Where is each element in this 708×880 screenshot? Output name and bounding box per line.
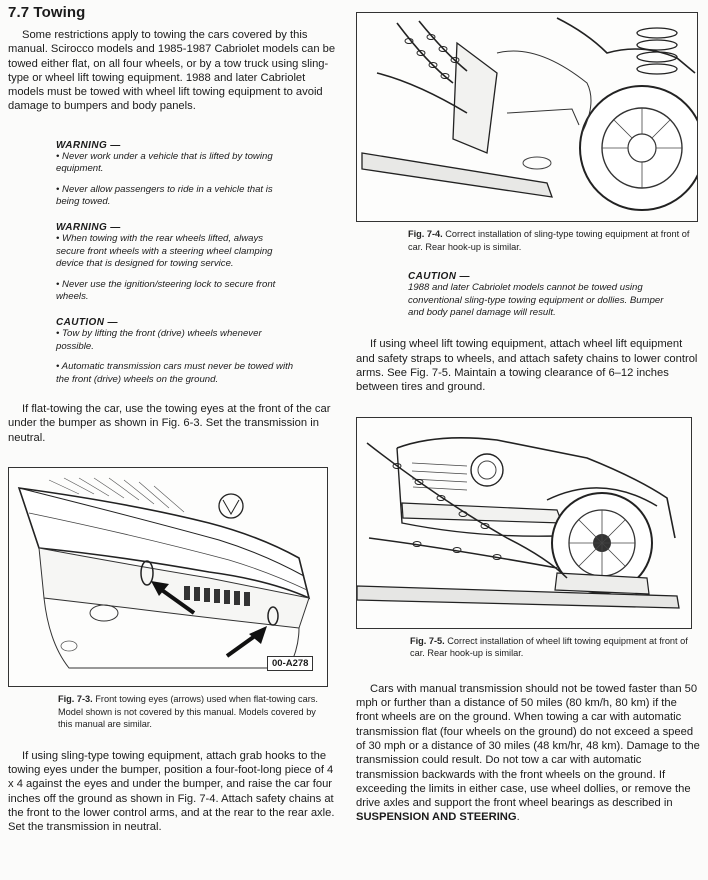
caution-item: • Automatic transmission cars must never be towed with the front (drive) wheels on the ground.: [56, 361, 294, 385]
caution-box-2: [408, 271, 668, 319]
warning-item: • Never work under a vehicle that is lifted by towing equipment.: [56, 150, 273, 175]
figure-7-5: [356, 417, 692, 629]
right-column: [356, 12, 700, 825]
warning-item: • When towing with the rear wheels lifted, always secure front wheels with a steering wheel clamping device that is designed for towing service.: [56, 233, 273, 270]
arrow-icon: [227, 626, 267, 656]
cross-reference: SUSPENSION AND STEERING: [356, 811, 517, 824]
caution-item: • Tow by lifting the front (drive) wheels whenever possible.: [56, 328, 262, 352]
sling-towing-illustration: [357, 13, 697, 221]
warning-title: WARNING —: [56, 222, 121, 234]
figure-7-5-caption: [410, 635, 692, 660]
warning-title: WARNING —: [56, 139, 121, 151]
figure-number: Fig. 7-5.: [410, 635, 445, 646]
figure-7-3: [8, 467, 328, 687]
figure-7-4: [356, 12, 698, 222]
figure-7-3-caption: [58, 693, 324, 731]
left-column: [8, 4, 338, 835]
wheel-lift-illustration: [357, 418, 691, 628]
sling-tow-paragraph: If using sling-type towing equipment, attach grab hooks to the towing eyes under the bumper, position a four-foot-long piece of 4 x 4 against the eyes and under the bumper, and raise the car four inches off the ground as shown in Fig. 7-4. Attach safety chains at the front to the lower control arms, and at the rear to the rear axle. Set the transmission in neutral.: [8, 749, 335, 834]
transmission-limits-paragraph: [356, 682, 700, 825]
caution-item: 1988 and later Cabriolet models cannot be towed using conventional sling-type towing equipment or dollies. Bumper and body panel damage will result.: [408, 282, 664, 318]
figure-number: Fig. 7-4.: [408, 229, 443, 239]
flat-tow-paragraph: If flat-towing the car, use the towing eyes at the front of the car under the bumper as shown in Fig. 6-3. Set the transmission in neutral.: [8, 403, 331, 444]
warning-box-2: [56, 222, 294, 303]
warning-box-1: [56, 140, 294, 209]
warning-item: • Never use the ignition/steering lock to secure front wheels.: [56, 278, 276, 303]
towing-eyes-illustration: [9, 468, 327, 686]
intro-paragraph: Some restrictions apply to towing the cars covered by this manual. Scirocco models and 1985-1987 Cabriolet models can be towed either flat, on all four wheels, or by a tow truck using sling-type or wheel lift towing equipment. 1988 and later Cabriolet models must be towed with wheel lift towing equipment to avoid damage to bumpers and body panels.: [8, 29, 336, 113]
figure-7-4-caption: [408, 228, 690, 253]
caption-text: Correct installation of wheel lift towing equipment at front of car. Rear hook-up is similar.: [410, 635, 688, 659]
caution-title: CAUTION —: [56, 317, 118, 329]
caution-box-1: [56, 317, 294, 386]
caption-text: Correct installation of sling-type towing equipment at front of car. Rear hook-up is similar.: [408, 229, 690, 252]
warning-item: • Never allow passengers to ride in a vehicle that is being towed.: [56, 183, 273, 207]
wheel-lift-paragraph: If using wheel lift towing equipment, attach wheel lift equipment and safety straps to wheels, and attach safety chains to lower control arms. See Fig. 7-5. Maintain a towing clearance of 6–12 inches between tires and ground.: [356, 338, 698, 394]
figure-code-label: 00-A278: [267, 656, 313, 671]
caption-text: Front towing eyes (arrows) used when flat-towing cars. Model shown is not covered by this manual. Models covered by this manual are similar.: [58, 693, 318, 730]
section-title: 7.7 Towing: [8, 4, 86, 21]
sentence-end: .: [516, 811, 520, 824]
figure-number: Fig. 7-3.: [58, 693, 93, 704]
transmission-limits-text: Cars with manual transmission should not be towed faster than 50 mph or further than a distance of 50 miles (80 km/h, 80 km) if the front wheels are on the ground. When towing a car with automatic transmission flat (four wheels on the ground) do not exceed a speed of 30 mph or a distance of 30 miles (48 km/hr, 48 km). Damage to the transmission could result. Do not tow a car with automatic transmission backwards with the front wheels on the ground. If exceeding the limits in either case, use wheel dollies, or remove the drive axles and support the front wheel bearings as described in: [356, 682, 700, 810]
caution-title: CAUTION —: [408, 271, 470, 283]
